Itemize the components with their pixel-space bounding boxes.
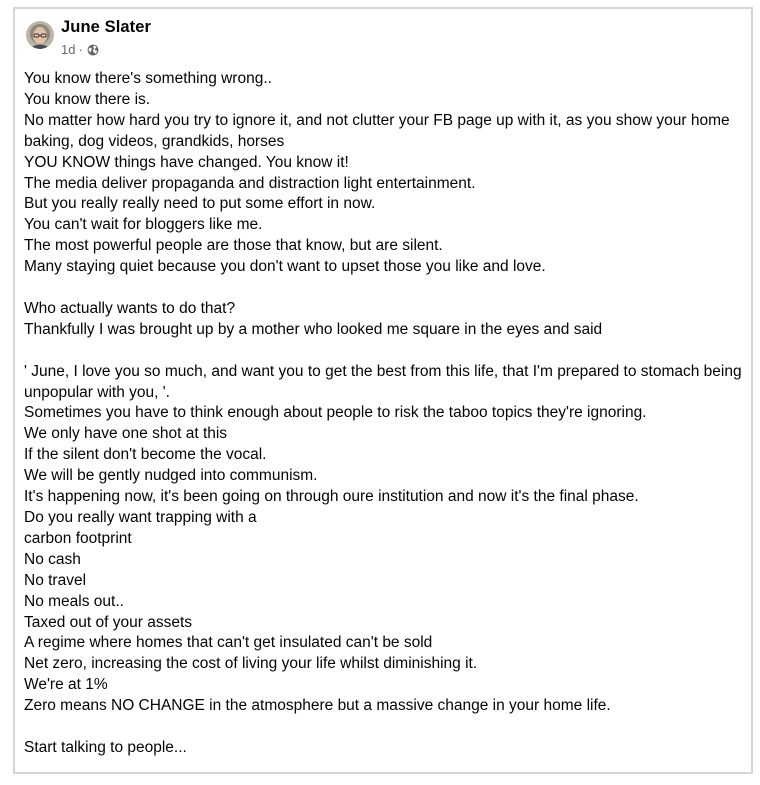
post-text-line: Net zero, increasing the cost of living your life whilst diminishing it.: [24, 655, 478, 673]
post-text-line: Thankfully I was brought up by a mother who looked me square in the eyes and said: [24, 320, 603, 338]
post-text-line: Taxed out of your assets: [24, 613, 193, 631]
post-text-line: The most powerful people are those that know, but are silent.: [24, 237, 443, 255]
post-text-line: We only have one shot at this: [24, 425, 228, 443]
post-text-line: Many staying quiet because you don't want to upset those you like and love.: [24, 258, 546, 276]
author-name[interactable]: June Slater: [61, 18, 152, 36]
post-text-line: We're at 1%: [24, 676, 108, 694]
post-text-line: ' June, I love you so much, and want you to get the best from this life, that I'm prepared to stomach being unpopular with you, '.: [24, 362, 746, 401]
post-text-line: YOU KNOW things have changed. You know it!: [24, 153, 349, 171]
post-text-line: We will be gently nudged into communism.: [24, 467, 318, 485]
post-text-line: A regime where homes that can't get insulated can't be sold: [24, 634, 433, 652]
post-timestamp[interactable]: 1d: [61, 42, 76, 57]
avatar[interactable]: [26, 21, 54, 49]
paragraph-gap: [24, 341, 746, 362]
post-text-line: carbon footprint: [24, 529, 132, 547]
post-text-line: No cash: [24, 550, 81, 568]
post-text-line: Do you really want trapping with a: [24, 509, 257, 526]
paragraph-gap: [24, 717, 746, 738]
post-text-line: The media deliver propaganda and distraction light entertainment.: [24, 174, 476, 192]
post-text-line: It's happening now, it's been going on through oure institution and now it's the final phase.: [24, 488, 639, 506]
post-text-line: Zero means NO CHANGE in the atmosphere but a massive change in your home life.: [24, 697, 611, 715]
paragraph-gap: [24, 278, 746, 299]
post-text-line: Start talking to people...: [24, 738, 187, 756]
post-text-line: Who actually wants to do that?: [24, 299, 236, 317]
post-text-line: No matter how hard you try to ignore it, and not clutter your FB page up with it, as you show your home baking, dog videos, grandkids, horses: [24, 111, 734, 150]
meta-separator: ·: [78, 42, 83, 57]
globe-icon[interactable]: [87, 44, 99, 56]
post-text-line: You know there's something wrong..: [24, 70, 272, 87]
post-text-line: If the silent don't become the vocal.: [24, 446, 267, 464]
avatar-image: [26, 21, 54, 49]
post-meta: [61, 42, 99, 57]
post-card: [13, 7, 753, 774]
post-text-line: You know there is.: [24, 90, 151, 108]
post-text-line: Sometimes you have to think enough about people to risk the taboo topics they're ignoring.: [24, 404, 647, 422]
post-body: [24, 69, 746, 759]
post-text-line: But you really really need to put some effort in now.: [24, 195, 376, 213]
post-text-line: No travel: [24, 571, 87, 589]
post-text-line: You can't wait for bloggers like me.: [24, 216, 263, 234]
post-text-line: No meals out..: [24, 592, 124, 610]
